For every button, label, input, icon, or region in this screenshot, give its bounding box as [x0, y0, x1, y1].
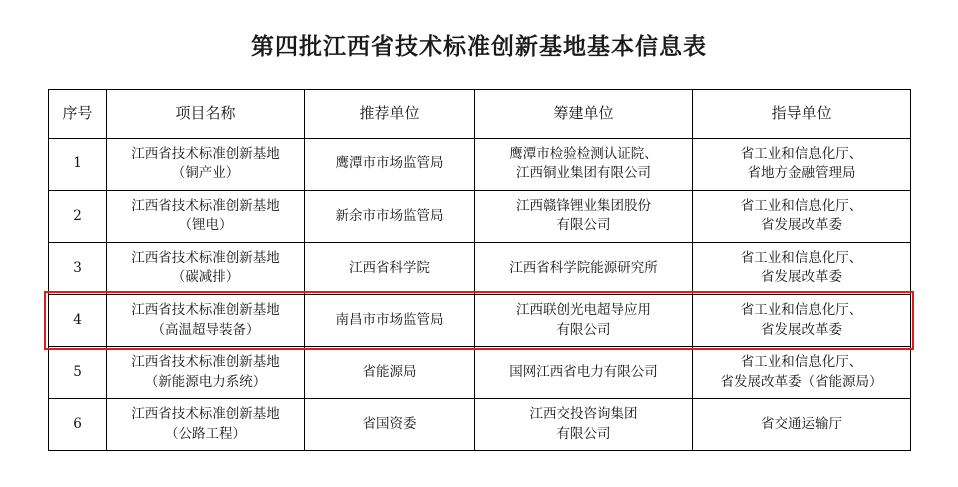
cell-guide — [693, 347, 911, 399]
cell-project-name — [107, 190, 305, 242]
column-header-builder: 筹建单位 — [475, 89, 693, 138]
cell-guide — [693, 138, 911, 190]
cell-line: 省交通运输厅 — [761, 416, 842, 432]
cell-line: （高温超导装备） — [151, 321, 260, 338]
cell-line: 省发展改革委 — [761, 217, 842, 234]
table-row — [49, 294, 911, 346]
cell-project-name — [107, 347, 305, 399]
cell-line: 省地方金融管理局 — [747, 165, 856, 182]
cell-index: 1 — [49, 138, 107, 190]
page-title: 第四批江西省技术标准创新基地基本信息表 — [251, 33, 707, 60]
table-row — [49, 242, 911, 294]
info-table — [48, 89, 911, 452]
cell-guide — [693, 190, 911, 242]
cell-line: 有限公司 — [556, 425, 611, 442]
cell-line: 省国资委 — [362, 416, 417, 432]
cell-line: 江西省技术标准创新基地 — [131, 354, 280, 371]
cell-recommender — [305, 138, 475, 190]
table-row — [49, 347, 911, 399]
cell-builder — [475, 347, 693, 399]
cell-line: 江西省技术标准创新基地 — [131, 301, 280, 318]
cell-builder — [475, 190, 693, 242]
cell-line: （碳减排） — [171, 269, 240, 286]
cell-line: 江西省科学院能源研究所 — [509, 259, 658, 276]
cell-line: （锂电） — [178, 217, 233, 234]
cell-line: 新余市市场监管局 — [335, 207, 444, 224]
cell-recommender — [305, 399, 475, 451]
cell-line: 省工业和信息化厅、 — [740, 197, 863, 214]
cell-line: 江西省技术标准创新基地 — [131, 249, 280, 266]
cell-line: 有限公司 — [556, 217, 611, 234]
cell-line: 省工业和信息化厅、 — [740, 354, 863, 371]
cell-builder — [475, 138, 693, 190]
cell-builder — [475, 242, 693, 294]
cell-builder — [475, 294, 693, 346]
cell-index: 3 — [49, 242, 107, 294]
cell-project-name — [107, 242, 305, 294]
cell-line: 省工业和信息化厅、 — [740, 145, 863, 162]
table-row — [49, 399, 911, 451]
cell-line: 鹰潭市检验检测认证院、 — [509, 145, 658, 162]
cell-line: 江西赣锋锂业集团股份 — [516, 197, 651, 214]
column-header-project-name: 项目名称 — [107, 89, 305, 138]
column-header-index: 序号 — [49, 89, 107, 138]
column-header-guide: 指导单位 — [693, 89, 911, 138]
table-header-row — [49, 89, 911, 138]
cell-guide — [693, 242, 911, 294]
cell-recommender — [305, 347, 475, 399]
cell-line: 江西交投咨询集团 — [529, 406, 638, 423]
cell-line: 南昌市市场监管局 — [335, 311, 444, 328]
column-header-recommender: 推荐单位 — [305, 89, 475, 138]
cell-recommender — [305, 294, 475, 346]
cell-builder — [475, 399, 693, 451]
cell-line: 江西铜业集团有限公司 — [516, 165, 651, 182]
cell-line: 省发展改革委（省能源局） — [720, 373, 883, 390]
cell-index: 2 — [49, 190, 107, 242]
cell-line: 国网江西省电力有限公司 — [509, 363, 658, 380]
cell-line: 省工业和信息化厅、 — [740, 301, 863, 318]
cell-line: 江西省技术标准创新基地 — [131, 197, 280, 214]
cell-index: 4 — [49, 294, 107, 346]
cell-line: 江西联创光电超导应用 — [516, 301, 651, 318]
cell-guide — [693, 399, 911, 451]
cell-line: 鹰潭市市场监管局 — [335, 155, 444, 172]
cell-line: （新能源电力系统） — [144, 373, 267, 390]
cell-line: （公路工程） — [165, 425, 246, 442]
table-row — [49, 190, 911, 242]
cell-line: 省发展改革委 — [761, 269, 842, 286]
cell-line: 有限公司 — [556, 321, 611, 338]
cell-line: 省发展改革委 — [761, 321, 842, 338]
cell-recommender — [305, 190, 475, 242]
cell-line: 江西省技术标准创新基地 — [131, 406, 280, 423]
cell-line: 江西省技术标准创新基地 — [131, 145, 280, 162]
table-container — [48, 89, 910, 452]
cell-line: （铜产业） — [171, 165, 240, 182]
table-header — [49, 89, 911, 138]
cell-line: 省工业和信息化厅、 — [740, 249, 863, 266]
cell-project-name — [107, 138, 305, 190]
cell-project-name — [107, 399, 305, 451]
cell-recommender — [305, 242, 475, 294]
cell-guide — [693, 294, 911, 346]
table-body — [49, 138, 911, 451]
cell-line: 江西省科学院 — [349, 259, 430, 276]
table-row — [49, 138, 911, 190]
cell-index: 6 — [49, 399, 107, 451]
cell-line: 省能源局 — [362, 363, 417, 380]
cell-project-name — [107, 294, 305, 346]
cell-index: 5 — [49, 347, 107, 399]
